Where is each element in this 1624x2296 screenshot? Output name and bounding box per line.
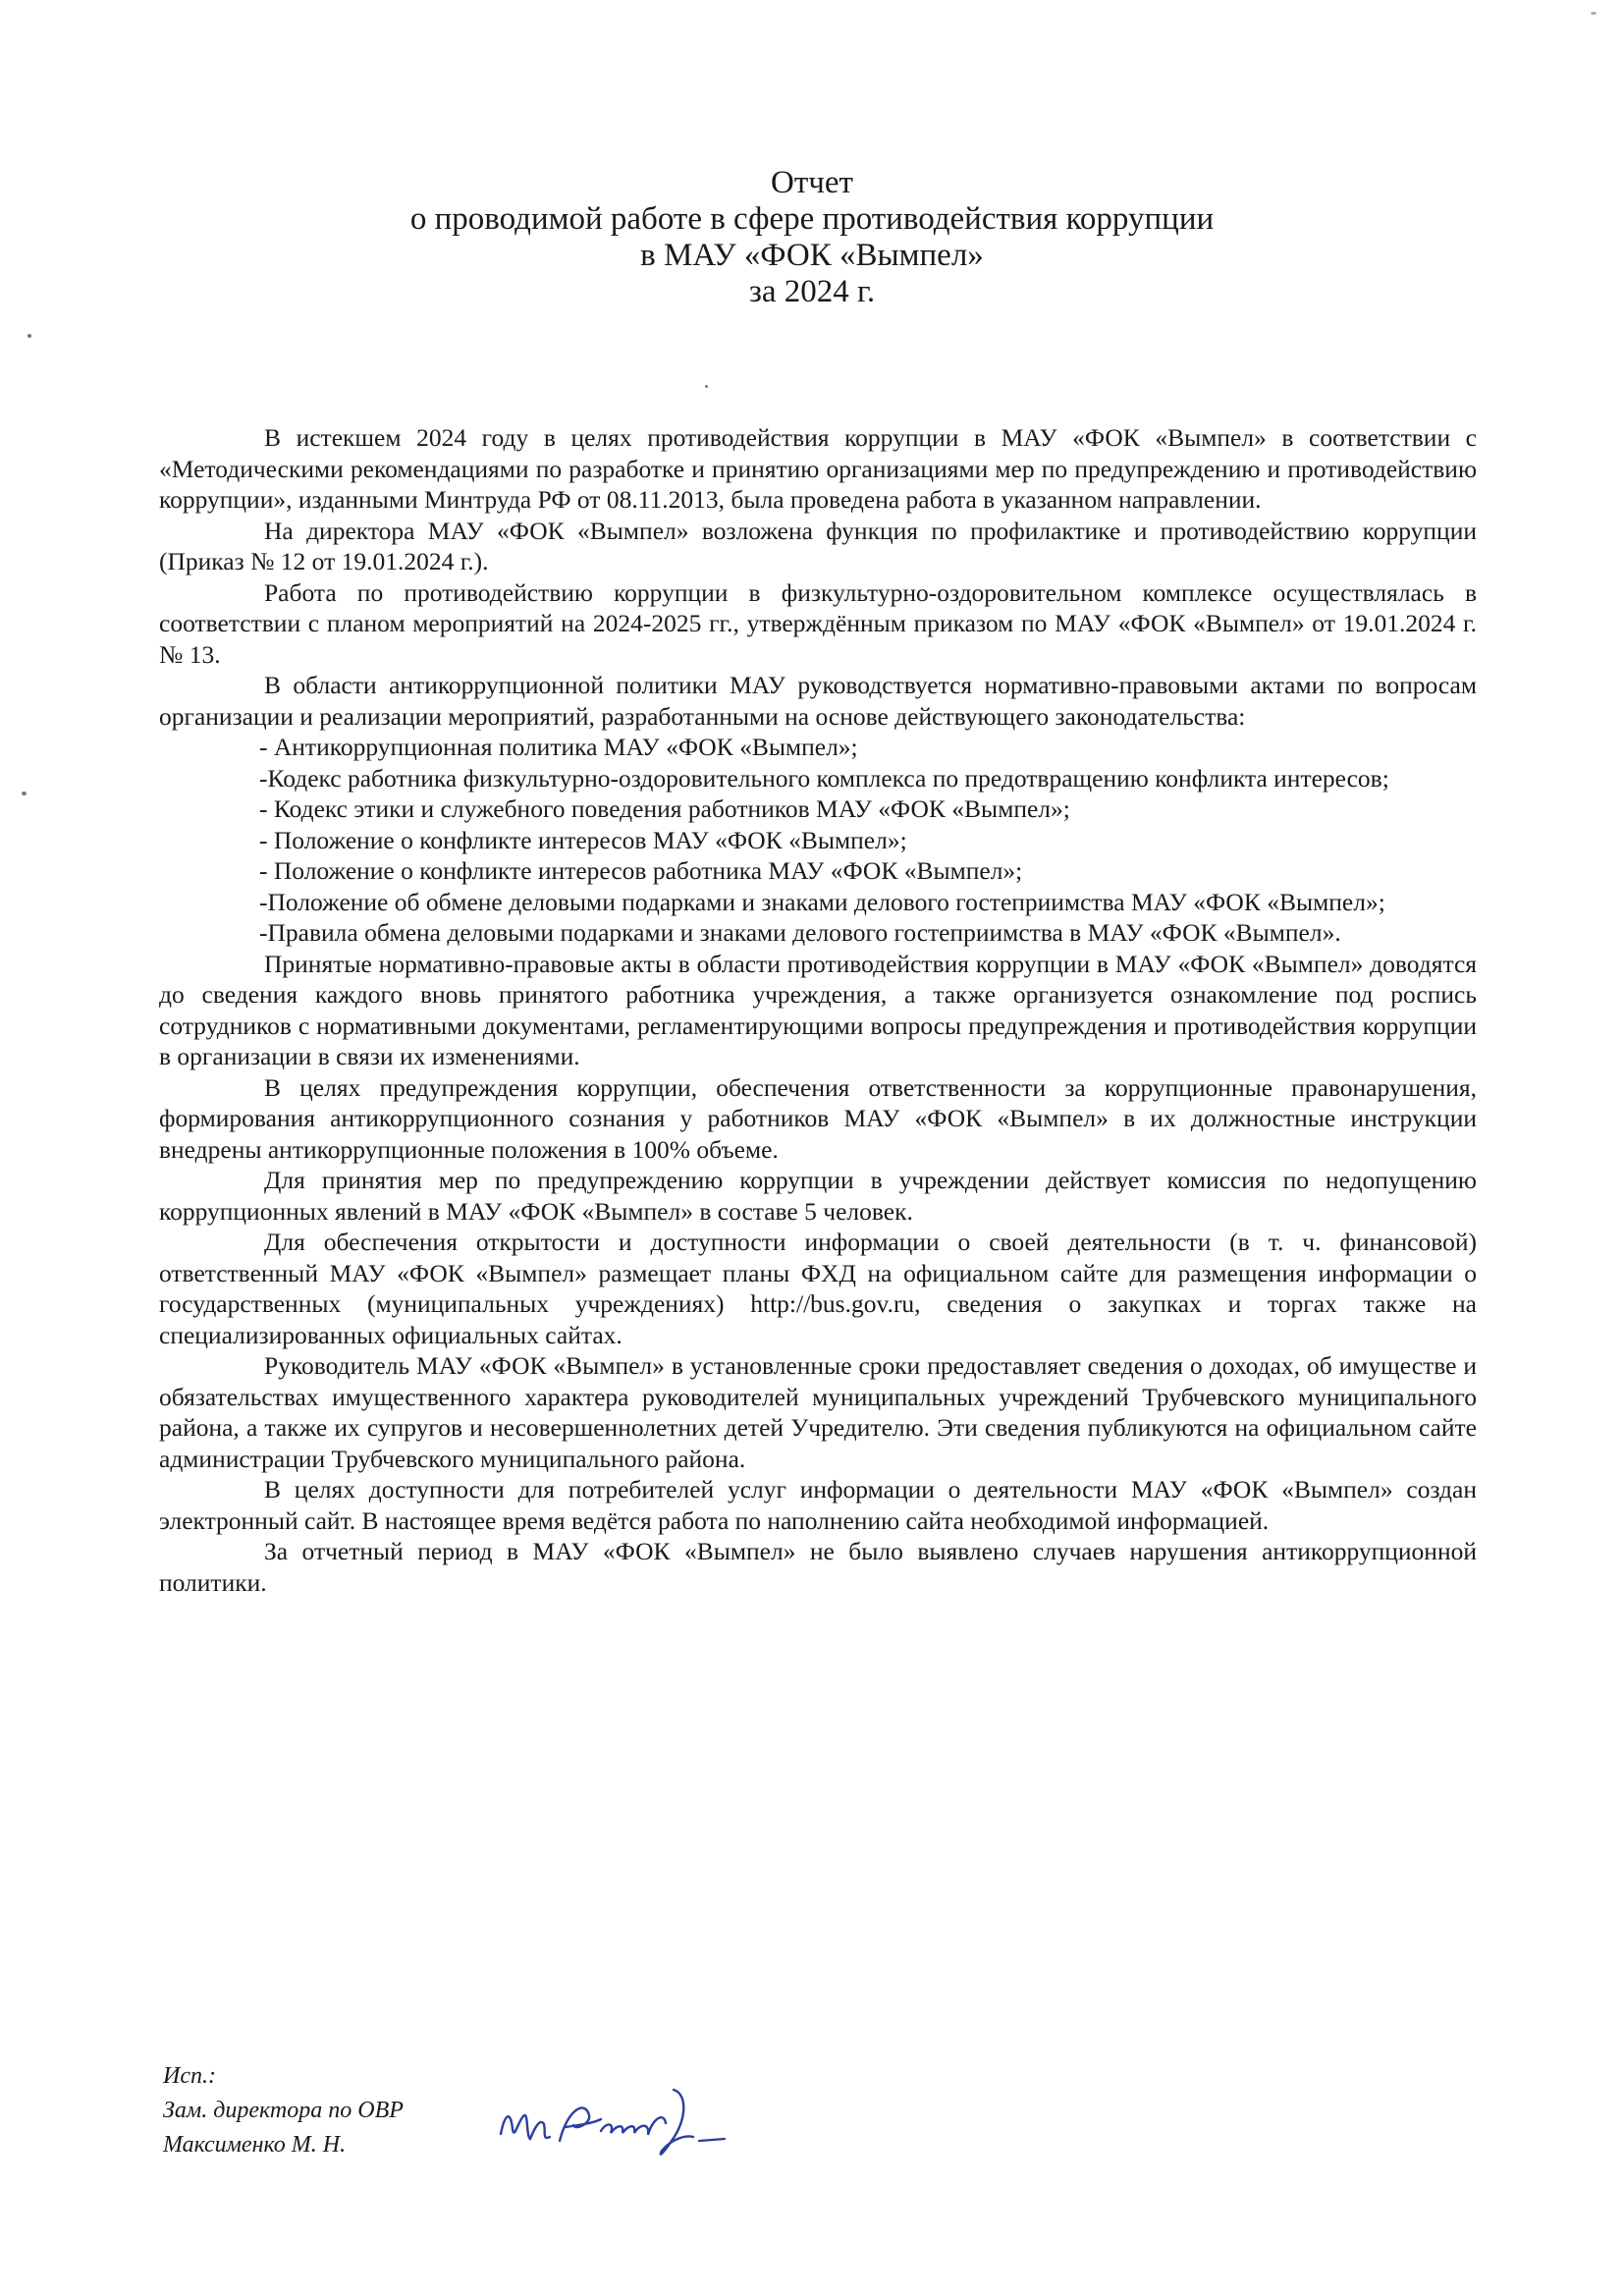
scan-speck — [22, 792, 27, 795]
list-item: -Правила обмена деловыми подарками и знаками делового гостеприимства в МАУ «ФОК «Вымпел». — [259, 918, 1341, 947]
handwritten-signature — [491, 2080, 785, 2168]
paragraph: За отчетный период в МАУ «ФОК «Вымпел» не было выявлено случаев нарушения антикоррупционной политики. — [159, 1537, 1477, 1597]
paragraph: В области антикоррупционной политики МАУ руководствуется нормативно-правовыми актами по вопросам организации и реализации мероприятий, разработанными на основе действующего законодательства: — [159, 671, 1477, 731]
executor-label: Исп.: — [163, 2063, 216, 2089]
executor-name: Максименко М. Н. — [163, 2132, 347, 2158]
list-item: -Кодекс работника физкультурно-оздоровительного комплекса по предотвращению конфликта интересов; — [259, 763, 1389, 793]
document-title — [0, 165, 1624, 310]
executor-position: Зам. директора по ОВР — [163, 2098, 404, 2123]
document-body — [159, 422, 1477, 1598]
paragraph: На директора МАУ «ФОК «Вымпел» возложена функция по профилактике и противодействию коррупции (Приказ № 12 от 19.01.2024 г.). — [159, 516, 1477, 575]
paragraph: Для принятия мер по предупреждению коррупции в учреждении действует комиссия по недопущению коррупционных явлений в МАУ «ФОК «Вымпел» в составе 5 человек. — [159, 1166, 1477, 1226]
list-item: - Кодекс этики и служебного поведения работников МАУ «ФОК «Вымпел»; — [259, 794, 1070, 823]
paragraph: В истекшем 2024 году в целях противодействия коррупции в МАУ «ФОК «Вымпел» в соответствии с «Методическими рекомендациями по разработке и принятию организациями мер по предупреждению и противодействию коррупции», изданными Минтруда РФ от 08.11.2013, была проведена работа в указанном направлении. — [159, 423, 1477, 514]
list-item: - Положение о конфликте интересов МАУ «ФОК «Вымпел»; — [259, 825, 907, 854]
executor-block — [163, 2059, 404, 2162]
paragraph: Для обеспечения открытости и доступности информации о своей деятельности (в т. ч. финансовой) ответственный МАУ «ФОК «Вымпел» размещает планы ФХД на официальном сайте для размещения информации о государственных (муниципальных учреждениях) http://bus.gov.ru, сведения о закупках и торгах также на специализированных официальных сайтах. — [159, 1228, 1477, 1349]
paragraph: В целях предупреждения коррупции, обеспечения ответственности за коррупционные правонарушения, формирования антикоррупционного сознания у работников МАУ «ФОК «Вымпел» в их должностные инструкции внедрены антикоррупционные положения в 100% объеме. — [159, 1072, 1477, 1164]
paragraph: Руководитель МАУ «ФОК «Вымпел» в установленные сроки предоставляет сведения о доходах, об имуществе и обязательствах имущественного характера руководителей муниципальных учреждений Трубчевского муниципального района, а также их супругов и несовершеннолетних детей Учредителю. Эти сведения публикуются на официальном сайте администрации Трубчевского муниципального района. — [159, 1351, 1477, 1473]
title-line-3: в МАУ «ФОК «Вымпел» — [640, 238, 984, 273]
title-line-4: за 2024 г. — [748, 274, 876, 309]
scan-speck — [705, 385, 708, 388]
scan-speck — [1591, 12, 1597, 15]
list-item: -Положение об обмене деловыми подарками и знаками делового гостеприимства МАУ «ФОК «Вымпел»; — [259, 887, 1385, 916]
title-line-1: Отчет — [771, 165, 853, 200]
paragraph: Работа по противодействию коррупции в физкультурно-оздоровительном комплексе осуществлялась в соответствии с планом мероприятий на 2024-2025 гг., утверждённым приказом по МАУ «ФОК «Вымпел» от 19.01.2024 г. № 13. — [159, 577, 1477, 669]
scan-speck — [27, 334, 31, 338]
list-item: - Положение о конфликте интересов работника МАУ «ФОК «Вымпел»; — [259, 856, 1023, 885]
paragraph: Принятые нормативно-правовые акты в области противодействия коррупции в МАУ «ФОК «Вымпел» доводятся до сведения каждого вновь принятого работника учреждения, а также организуется ознакомление под роспись сотрудников с нормативными документами, регламентирующими вопросы предупреждения и противодействия коррупции в организации в связи их изменениями. — [159, 949, 1477, 1070]
paragraph: В целях доступности для потребителей услуг информации о деятельности МАУ «ФОК «Вымпел» создан электронный сайт. В настоящее время ведётся работа по наполнению сайта необходимой информацией. — [159, 1475, 1477, 1535]
title-line-2: о проводимой работе в сфере противодействия коррупции — [409, 201, 1215, 237]
list-item: - Антикоррупционная политика МАУ «ФОК «Вымпел»; — [259, 733, 858, 761]
